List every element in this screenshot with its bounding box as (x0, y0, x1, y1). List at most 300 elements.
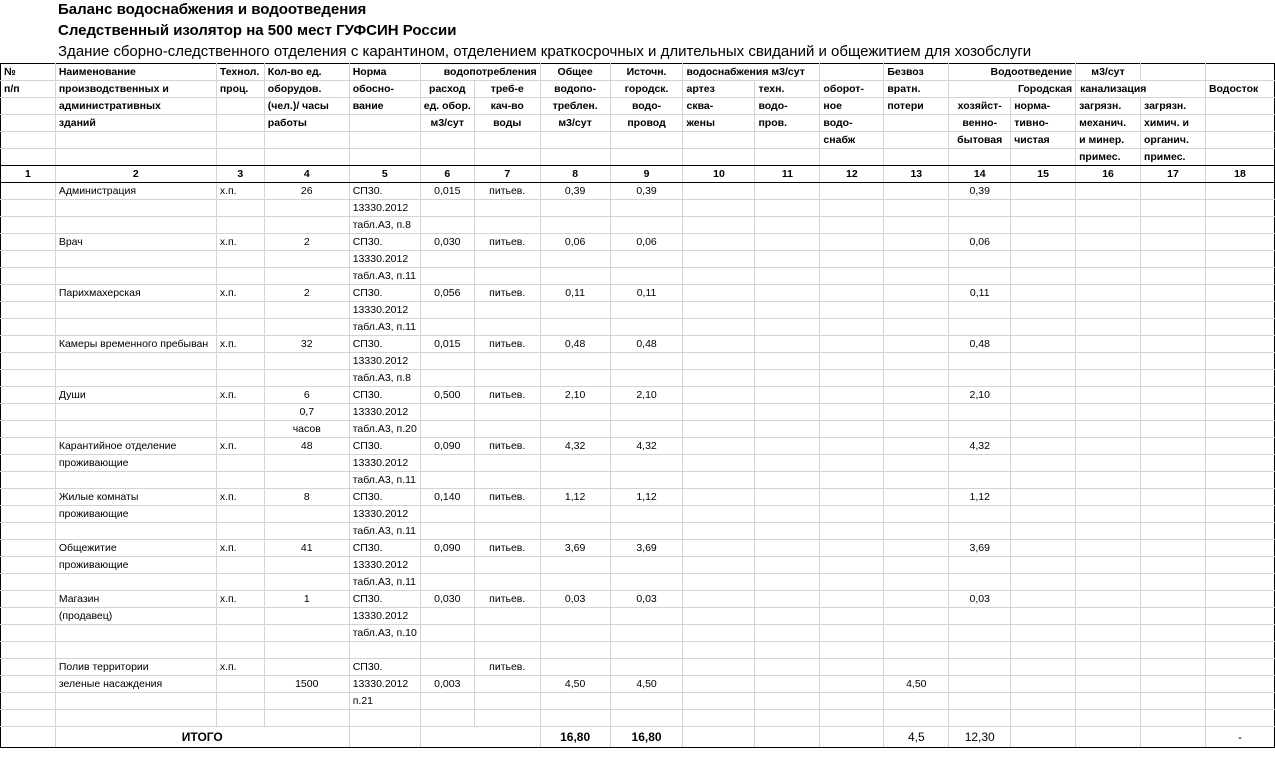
header-cell: Кол-во ед. (264, 64, 349, 81)
table-cell (420, 217, 474, 234)
table-cell (1, 489, 56, 506)
table-cell (884, 200, 949, 217)
table-cell: 1,12 (949, 489, 1011, 506)
header-cell (264, 149, 349, 166)
table-cell: 3,69 (540, 540, 610, 557)
table-cell (610, 608, 683, 625)
header-cell (820, 64, 884, 81)
table-cell (1141, 319, 1206, 336)
table-cell (1076, 608, 1141, 625)
table-cell (540, 523, 610, 540)
table-cell (755, 336, 820, 353)
table-cell (264, 200, 349, 217)
header-cell: механич. (1076, 115, 1141, 132)
table-cell (949, 506, 1011, 523)
header-cell: административных (55, 98, 216, 115)
header-cell (540, 149, 610, 166)
table-cell (1141, 540, 1206, 557)
table-cell: 0,090 (420, 540, 474, 557)
table-cell (683, 557, 755, 574)
table-cell: питьев. (474, 183, 540, 200)
table-cell (420, 200, 474, 217)
table-cell (820, 693, 884, 710)
table-cell (1, 234, 56, 251)
table-cell (216, 421, 264, 438)
table-cell (1, 642, 56, 659)
table-cell (1141, 438, 1206, 455)
table-cell (1205, 387, 1274, 404)
table-cell (755, 353, 820, 370)
header-cell: венно- (949, 115, 1011, 132)
column-number: 13 (884, 166, 949, 183)
table-cell (540, 455, 610, 472)
column-number: 17 (1141, 166, 1206, 183)
table-cell (1076, 676, 1141, 693)
header-cell (884, 132, 949, 149)
table-row (1, 183, 1275, 200)
table-cell (610, 353, 683, 370)
table-cell (1205, 608, 1274, 625)
table-cell (1141, 302, 1206, 319)
table-cell (1076, 489, 1141, 506)
table-cell (216, 710, 264, 727)
total-cell (1076, 727, 1141, 748)
table-cell (949, 200, 1011, 217)
table-cell: Жилые комнаты (55, 489, 216, 506)
table-cell (1141, 574, 1206, 591)
table-cell (1, 302, 56, 319)
table-cell (1, 693, 56, 710)
table-cell (820, 540, 884, 557)
header-cell: водопотребления (420, 64, 540, 81)
header-cell (1, 132, 56, 149)
table-cell (474, 642, 540, 659)
table-cell (884, 472, 949, 489)
table-cell (55, 574, 216, 591)
table-cell (1076, 336, 1141, 353)
table-cell (1011, 404, 1076, 421)
table-cell (949, 370, 1011, 387)
header-cell: провод (610, 115, 683, 132)
table-cell: Администрация (55, 183, 216, 200)
table-cell (1, 438, 56, 455)
column-numbers (1, 166, 1275, 183)
table-cell (820, 353, 884, 370)
table-cell (1, 591, 56, 608)
table-cell: 1500 (264, 676, 349, 693)
table-row (1, 625, 1275, 642)
table-cell: 32 (264, 336, 349, 353)
header-cell: обосно- (349, 81, 420, 98)
header-cell: городск. (610, 81, 683, 98)
table-cell (755, 404, 820, 421)
table-cell: СП30. (349, 234, 420, 251)
table-row (1, 472, 1275, 489)
table-cell (820, 404, 884, 421)
table-cell: 0,015 (420, 336, 474, 353)
table-cell (474, 370, 540, 387)
table-cell (1141, 608, 1206, 625)
table-cell: 13330.2012 (349, 608, 420, 625)
table-cell (683, 200, 755, 217)
table-row (1, 642, 1275, 659)
table-cell (420, 421, 474, 438)
table-cell (1205, 302, 1274, 319)
table-cell (610, 268, 683, 285)
table-cell (1205, 540, 1274, 557)
table-row (1, 523, 1275, 540)
table-cell (1, 608, 56, 625)
table-cell (55, 404, 216, 421)
table-cell (884, 302, 949, 319)
table-cell: Полив территории (55, 659, 216, 676)
table-cell (540, 625, 610, 642)
table-cell (1076, 404, 1141, 421)
table-cell (683, 659, 755, 676)
column-number: 5 (349, 166, 420, 183)
table-cell: СП30. (349, 285, 420, 302)
table-cell (683, 676, 755, 693)
table-cell: 0,39 (949, 183, 1011, 200)
table-cell (474, 710, 540, 727)
table-cell (820, 455, 884, 472)
table-cell (1011, 319, 1076, 336)
table-cell: х.п. (216, 659, 264, 676)
table-cell (683, 319, 755, 336)
total-cell (1011, 727, 1076, 748)
table-cell: 0,11 (540, 285, 610, 302)
table-cell: х.п. (216, 591, 264, 608)
table-cell (1205, 642, 1274, 659)
table-cell (820, 659, 884, 676)
table-cell (1011, 285, 1076, 302)
header-cell (349, 149, 420, 166)
table-cell (1141, 387, 1206, 404)
column-number: 1 (1, 166, 56, 183)
header-cell: работы (264, 115, 349, 132)
table-row (1, 387, 1275, 404)
table-header (1, 64, 1275, 166)
table-cell: питьев. (474, 336, 540, 353)
table-cell: питьев. (474, 438, 540, 455)
table-cell: 13330.2012 (349, 676, 420, 693)
header-cell: чистая (1011, 132, 1076, 149)
table-cell (1205, 251, 1274, 268)
table-cell (1, 659, 56, 676)
table-cell (610, 200, 683, 217)
table-cell: Карантийное отделение (55, 438, 216, 455)
table-cell (755, 387, 820, 404)
table-cell (1011, 489, 1076, 506)
table-cell (216, 676, 264, 693)
table-cell (884, 625, 949, 642)
header-cell: водоснабжения м3/сут (683, 64, 820, 81)
table-cell (540, 421, 610, 438)
table-cell: СП30. (349, 540, 420, 557)
table-cell (1205, 421, 1274, 438)
table-cell: 0,056 (420, 285, 474, 302)
table-cell (1141, 506, 1206, 523)
header-cell: вание (349, 98, 420, 115)
table-cell: 0,11 (949, 285, 1011, 302)
table-cell (1141, 234, 1206, 251)
table-cell: табл.А3, п.11 (349, 523, 420, 540)
table-cell (820, 523, 884, 540)
sheet-title: Баланс водоснабжения и водоотведения (58, 1, 367, 18)
table-cell (1, 625, 56, 642)
header-cell (610, 149, 683, 166)
table-cell (264, 625, 349, 642)
table-row (1, 574, 1275, 591)
table-cell (755, 234, 820, 251)
table-cell: 13330.2012 (349, 506, 420, 523)
table-cell (949, 625, 1011, 642)
table-cell (1076, 183, 1141, 200)
table-cell (884, 523, 949, 540)
table-cell (420, 268, 474, 285)
table-cell (264, 217, 349, 234)
table-cell (420, 693, 474, 710)
table-cell (1076, 540, 1141, 557)
header-cell: хозяйст- (949, 98, 1011, 115)
table-cell: 1 (264, 591, 349, 608)
table-cell (1076, 506, 1141, 523)
table-cell (1, 268, 56, 285)
table-cell (1076, 455, 1141, 472)
table-cell (884, 540, 949, 557)
table-row (1, 336, 1275, 353)
header-cell (55, 132, 216, 149)
header-cell: потери (884, 98, 949, 115)
header-cell: снабж (820, 132, 884, 149)
table-cell (683, 251, 755, 268)
table-cell (420, 302, 474, 319)
table-cell (1205, 183, 1274, 200)
table-cell: 0,03 (949, 591, 1011, 608)
table-cell (474, 217, 540, 234)
table-cell (884, 251, 949, 268)
table-cell (420, 370, 474, 387)
table-cell (1076, 625, 1141, 642)
table-cell (1, 353, 56, 370)
table-cell (1076, 574, 1141, 591)
table-cell (610, 659, 683, 676)
table-cell: 41 (264, 540, 349, 557)
table-cell (610, 693, 683, 710)
table-cell (1141, 625, 1206, 642)
table-cell (264, 370, 349, 387)
table-cell (540, 302, 610, 319)
table-cell: 13330.2012 (349, 404, 420, 421)
table-cell (1205, 710, 1274, 727)
table-cell (1076, 523, 1141, 540)
header-cell (610, 132, 683, 149)
table-cell (755, 438, 820, 455)
header-cell: Технол. (216, 64, 264, 81)
table-cell (610, 404, 683, 421)
table-cell (55, 472, 216, 489)
table-cell (1, 574, 56, 591)
table-cell: х.п. (216, 336, 264, 353)
table-cell (949, 404, 1011, 421)
table-cell (1, 710, 56, 727)
table-cell: питьев. (474, 285, 540, 302)
table-cell (683, 710, 755, 727)
header-cell: производственных и (55, 81, 216, 98)
table-cell (474, 472, 540, 489)
table-cell (216, 642, 264, 659)
header-cell (349, 132, 420, 149)
table-cell: Камеры временного пребыван (55, 336, 216, 353)
table-cell (420, 251, 474, 268)
table-cell (820, 489, 884, 506)
table-cell (540, 370, 610, 387)
table-cell (683, 421, 755, 438)
table-cell (949, 353, 1011, 370)
table-cell (1, 285, 56, 302)
table-cell (264, 455, 349, 472)
table-cell (1141, 200, 1206, 217)
table-cell (474, 455, 540, 472)
header-cell: бытовая (949, 132, 1011, 149)
table-cell (540, 319, 610, 336)
table-cell (420, 472, 474, 489)
table-cell (1076, 438, 1141, 455)
header-cell (1, 115, 56, 132)
header-cell (216, 98, 264, 115)
header-cell: сква- (683, 98, 755, 115)
header-cell: п/п (1, 81, 56, 98)
table-cell (755, 268, 820, 285)
header-cell: и минер. (1076, 132, 1141, 149)
table-cell (884, 506, 949, 523)
table-cell (1076, 659, 1141, 676)
table-cell (1011, 574, 1076, 591)
table-cell (820, 302, 884, 319)
table-cell (474, 625, 540, 642)
table-cell (540, 659, 610, 676)
header-cell (1, 149, 56, 166)
total-cell (349, 727, 420, 748)
table-cell (683, 404, 755, 421)
table-cell (264, 642, 349, 659)
table-cell (949, 659, 1011, 676)
header-cell: вратн. (884, 81, 949, 98)
table-cell (755, 472, 820, 489)
table-cell (55, 370, 216, 387)
table-cell: 0,48 (610, 336, 683, 353)
table-cell (1205, 268, 1274, 285)
table-cell (884, 387, 949, 404)
table-cell (474, 268, 540, 285)
header-cell (755, 132, 820, 149)
table-cell (1, 404, 56, 421)
table-cell (820, 268, 884, 285)
table-cell: табл.А3, п.20 (349, 421, 420, 438)
table-cell (884, 608, 949, 625)
table-cell (755, 608, 820, 625)
table-cell (540, 710, 610, 727)
table-cell (820, 506, 884, 523)
table-cell (1, 421, 56, 438)
balance-table (0, 63, 1275, 748)
table-cell (884, 319, 949, 336)
column-number: 16 (1076, 166, 1141, 183)
table-cell (1141, 659, 1206, 676)
table-cell (1, 523, 56, 540)
table-cell (1141, 489, 1206, 506)
table-cell (474, 404, 540, 421)
header-cell (420, 149, 474, 166)
table-cell: 0,48 (949, 336, 1011, 353)
table-row (1, 710, 1275, 727)
table-cell (683, 693, 755, 710)
table-cell (1011, 336, 1076, 353)
table-cell (610, 557, 683, 574)
table-cell (420, 506, 474, 523)
header-cell: примес. (1141, 149, 1206, 166)
header-cell: артез (683, 81, 755, 98)
table-cell (755, 489, 820, 506)
table-cell (474, 574, 540, 591)
table-cell (1011, 251, 1076, 268)
table-cell (1205, 676, 1274, 693)
table-cell (264, 472, 349, 489)
table-cell (884, 642, 949, 659)
header-cell: кач-во (474, 98, 540, 115)
table-cell: 13330.2012 (349, 455, 420, 472)
table-cell: 2 (264, 234, 349, 251)
table-cell (755, 676, 820, 693)
table-cell (264, 251, 349, 268)
table-cell (55, 642, 216, 659)
table-cell (1011, 234, 1076, 251)
total-consumption: 16,80 (540, 727, 610, 748)
column-number: 18 (1205, 166, 1274, 183)
table-cell (755, 557, 820, 574)
table-cell (1205, 455, 1274, 472)
table-cell: 3,69 (949, 540, 1011, 557)
table-cell (683, 489, 755, 506)
total-cell (820, 727, 884, 748)
table-cell (1141, 370, 1206, 387)
building-description: Здание сборно-следственного отделения с карантином, отделением краткосрочных и длительных свиданий и общежитием для хозобслуги (58, 43, 1032, 60)
total-domestic-drain: 12,30 (949, 727, 1011, 748)
table-cell (683, 591, 755, 608)
table-cell (1, 217, 56, 234)
table-cell: 0,03 (540, 591, 610, 608)
header-cell: м3/сут (1076, 64, 1141, 81)
table-cell (1076, 557, 1141, 574)
table-cell (683, 370, 755, 387)
table-cell (820, 438, 884, 455)
table-cell: 0,06 (610, 234, 683, 251)
header-cell (1, 98, 56, 115)
header-cell (1205, 64, 1274, 81)
table-cell (474, 523, 540, 540)
table-cell: 6 (264, 387, 349, 404)
table-cell (1205, 217, 1274, 234)
table-cell: 26 (264, 183, 349, 200)
table-cell (1011, 438, 1076, 455)
table-cell (1076, 642, 1141, 659)
table-cell (55, 353, 216, 370)
table-row (1, 540, 1275, 557)
table-cell (474, 251, 540, 268)
table-cell (1141, 285, 1206, 302)
table-cell (1205, 336, 1274, 353)
table-cell (755, 200, 820, 217)
